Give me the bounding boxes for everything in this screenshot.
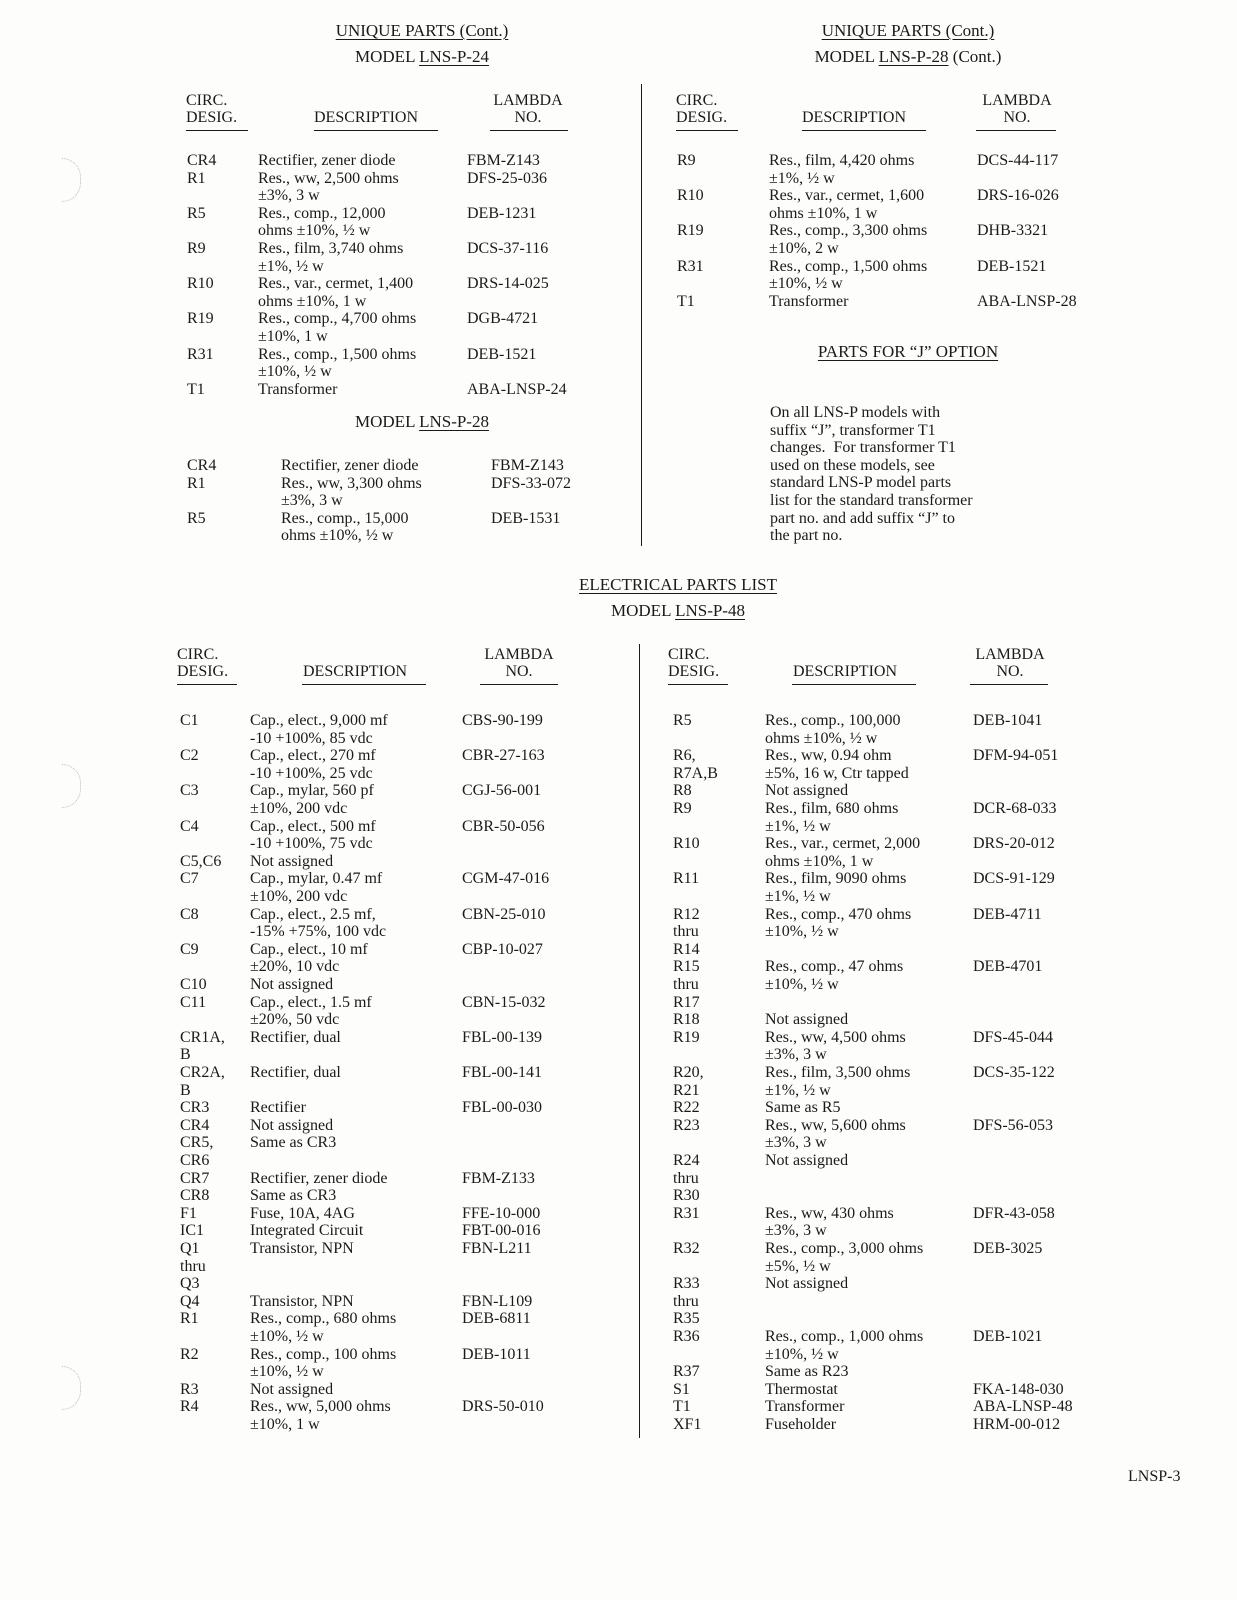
lambda-number: DFS-33-072 bbox=[491, 474, 572, 492]
circ-desig: XF1 bbox=[673, 1416, 702, 1433]
header-circ: CIRC. bbox=[186, 92, 228, 109]
lambda-number: DRS-20-012 bbox=[973, 835, 1055, 853]
lambda-number: DGB-4721 bbox=[467, 310, 539, 328]
part-description: Not assigned bbox=[765, 782, 849, 800]
top-left-parts-table bbox=[187, 152, 607, 402]
header-desig: DESIG. bbox=[177, 663, 229, 680]
header-lambda: LAMBDA bbox=[975, 646, 1045, 663]
circ-desig: R15 thru R17 bbox=[673, 958, 700, 1011]
part-description: Res., ww, 430 ohms ±3%, 3 w bbox=[765, 1204, 894, 1240]
part-description: Not assigned bbox=[765, 1152, 849, 1169]
lambda-number: CBS-90-199 bbox=[462, 712, 543, 729]
part-description: Res., comp., 1,500 ohms ±10%, ½ w bbox=[258, 345, 417, 381]
circ-desig: R4 bbox=[180, 1398, 199, 1416]
binder-hole-mark bbox=[62, 1366, 81, 1410]
lambda-number: DEB-1041 bbox=[973, 712, 1043, 729]
top-left-title bbox=[222, 22, 622, 40]
circ-desig: R1 bbox=[180, 1310, 199, 1328]
header-rule bbox=[314, 130, 438, 131]
model-prefix: MODEL bbox=[355, 47, 420, 66]
model-prefix: MODEL bbox=[814, 47, 879, 66]
circ-desig: R2 bbox=[180, 1345, 199, 1363]
j-option-note: On all LNS-P models with suffix “J”, transformer T1 changes. For transformer T1 used on these models, see standard LNS-P model parts list for the standard transformer part no. and add suffix “J” to the part no. bbox=[770, 404, 973, 545]
part-description: Transistor, NPN bbox=[250, 1240, 354, 1257]
model-prefix: MODEL bbox=[611, 601, 676, 620]
model-suffix: (Cont.) bbox=[948, 47, 1002, 66]
circ-desig: R12 thru R14 bbox=[673, 905, 700, 958]
part-description: Rectifier, dual bbox=[250, 1064, 341, 1081]
circ-desig: CR7 bbox=[180, 1169, 210, 1187]
part-description: Not assigned bbox=[250, 1116, 334, 1134]
part-description: Res., film, 9090 ohms ±1%, ½ w bbox=[765, 870, 907, 905]
lambda-number: FBM-Z133 bbox=[462, 1169, 535, 1187]
lambda-number: DCS-35-122 bbox=[973, 1064, 1055, 1081]
circ-desig: R20, R21 bbox=[673, 1064, 704, 1099]
circ-desig: R9 bbox=[673, 800, 692, 817]
lambda-number: DCS-91-129 bbox=[973, 870, 1055, 888]
lambda-number: CGJ-56-001 bbox=[462, 782, 542, 800]
circ-desig: C2 bbox=[180, 747, 199, 765]
j-option-title bbox=[708, 343, 1108, 361]
circ-desig: R23 bbox=[673, 1116, 700, 1134]
circ-desig: R32 bbox=[673, 1240, 700, 1257]
model-name: LNS-P-48 bbox=[675, 601, 745, 620]
lambda-number: DRS-50-010 bbox=[462, 1398, 544, 1416]
circ-desig: C11 bbox=[180, 993, 207, 1011]
circ-desig: R31 bbox=[673, 1204, 700, 1222]
part-description: Res., ww, 5,000 ohms ±10%, 1 w bbox=[250, 1398, 391, 1433]
part-description: Fuse, 10A, 4AG bbox=[250, 1204, 355, 1222]
header-no: NO. bbox=[505, 663, 533, 680]
part-description: Not assigned bbox=[765, 1011, 849, 1029]
top-left-title-text: UNIQUE PARTS (Cont.) bbox=[335, 21, 509, 40]
lambda-number: DFM-94-051 bbox=[973, 747, 1059, 765]
header-desig: DESIG. bbox=[676, 109, 728, 126]
circ-desig: R33 thru R35 bbox=[673, 1275, 700, 1328]
lambda-number: DEB-4711 bbox=[973, 905, 1042, 923]
part-description: Cap., elect., 10 mf ±20%, 10 vdc bbox=[250, 940, 368, 976]
part-description: Cap., elect., 500 mf -10 +100%, 75 vdc bbox=[250, 817, 376, 853]
part-description: Transformer bbox=[769, 292, 849, 310]
part-description: Same as R23 bbox=[765, 1363, 849, 1381]
circ-desig: CR8 bbox=[180, 1187, 210, 1205]
part-description: Not assigned bbox=[250, 1380, 334, 1398]
part-description: Cap., mylar, 0.47 mf ±10%, 200 vdc bbox=[250, 870, 383, 905]
part-description: Res., film, 3,500 ohms ±1%, ½ w bbox=[765, 1064, 911, 1099]
model-prefix: MODEL bbox=[355, 412, 420, 431]
top-right-model bbox=[708, 48, 1108, 66]
model-name: LNS-P-28 bbox=[878, 47, 949, 66]
part-description: Rectifier, dual bbox=[250, 1028, 341, 1046]
top-right-parts-table bbox=[677, 152, 1117, 322]
circ-desig: CR3 bbox=[180, 1099, 210, 1117]
part-description: Rectifier bbox=[250, 1099, 306, 1117]
header-description: DESCRIPTION bbox=[314, 109, 419, 126]
part-description: Not assigned bbox=[765, 1275, 849, 1293]
circ-desig: R19 bbox=[677, 222, 704, 240]
part-description: Rectifier, zener diode bbox=[250, 1169, 388, 1187]
circ-desig: C7 bbox=[180, 870, 199, 888]
circ-desig: R1 bbox=[187, 474, 206, 492]
model-name: LNS-P-28 bbox=[419, 412, 489, 431]
part-description: Not assigned bbox=[250, 852, 334, 870]
circ-desig: C4 bbox=[180, 817, 199, 835]
bottom-right-parts-table bbox=[673, 712, 1113, 1442]
header-no: NO. bbox=[514, 109, 542, 126]
part-description: Res., comp., 1,000 ohms ±10%, ½ w bbox=[765, 1328, 924, 1363]
circ-desig: S1 bbox=[673, 1380, 690, 1398]
column-divider bbox=[641, 84, 642, 546]
header-rule bbox=[186, 130, 248, 131]
part-description: Res., var., cermet, 2,000 ohms ±10%, 1 w bbox=[765, 835, 921, 870]
lambda-number: DFS-25-036 bbox=[467, 169, 548, 187]
header-lambda: LAMBDA bbox=[493, 92, 563, 109]
part-description: Cap., elect., 9,000 mf -10 +100%, 85 vdc bbox=[250, 712, 388, 747]
header-rule bbox=[490, 130, 568, 131]
header-desig: DESIG. bbox=[186, 109, 238, 126]
lambda-number: DCR-68-033 bbox=[973, 800, 1057, 817]
part-description: Same as CR3 bbox=[250, 1187, 337, 1205]
lambda-number: ABA-LNSP-24 bbox=[467, 380, 567, 398]
part-description: Res., ww, 4,500 ohms ±3%, 3 w bbox=[765, 1028, 906, 1064]
circ-desig: R10 bbox=[187, 275, 214, 293]
part-description: Res., var., cermet, 1,600 ohms ±10%, 1 w bbox=[769, 187, 925, 222]
circ-desig: Q1 thru Q3 bbox=[180, 1240, 206, 1293]
j-option-title-text: PARTS FOR “J” OPTION bbox=[817, 342, 999, 361]
part-description: Res., comp., 100,000 ohms ±10%, ½ w bbox=[765, 712, 901, 747]
part-description: Cap., mylar, 560 pf ±10%, 200 vdc bbox=[250, 782, 374, 817]
top-left-column-headers bbox=[186, 92, 586, 132]
circ-desig: R10 bbox=[673, 835, 700, 853]
electrical-parts-title bbox=[478, 576, 878, 594]
bottom-model bbox=[478, 602, 878, 620]
circ-desig: R5 bbox=[187, 509, 206, 527]
circ-desig: R31 bbox=[187, 345, 214, 363]
part-description: Cap., elect., 270 mf -10 +100%, 25 vdc bbox=[250, 747, 376, 782]
circ-desig: R19 bbox=[187, 310, 214, 328]
bottom-left-column-headers bbox=[177, 646, 597, 686]
lambda-number: FBL-00-139 bbox=[462, 1028, 542, 1046]
circ-desig: CR5, CR6 bbox=[180, 1134, 214, 1169]
circ-desig: R1 bbox=[187, 169, 206, 187]
lambda-number: ABA-LNSP-48 bbox=[973, 1398, 1073, 1416]
circ-desig: C8 bbox=[180, 905, 199, 923]
header-circ: CIRC. bbox=[177, 646, 219, 663]
header-no: NO. bbox=[996, 663, 1024, 680]
circ-desig: R9 bbox=[677, 152, 696, 169]
header-rule bbox=[177, 684, 237, 685]
part-description: Res., film, 3,740 ohms ±1%, ½ w bbox=[258, 240, 404, 275]
model-name: LNS-P-24 bbox=[419, 47, 489, 66]
lambda-number: CBN-25-010 bbox=[462, 905, 546, 923]
part-description: Res., comp., 4,700 ohms ±10%, 1 w bbox=[258, 310, 417, 345]
circ-desig: R6, R7A,B bbox=[673, 747, 718, 782]
circ-desig: C9 bbox=[180, 940, 199, 958]
circ-desig: CR4 bbox=[180, 1116, 210, 1134]
circ-desig: R5 bbox=[187, 204, 206, 222]
lambda-number: DEB-1021 bbox=[973, 1328, 1043, 1345]
lambda-number: FBM-Z143 bbox=[491, 457, 564, 474]
header-rule bbox=[302, 684, 426, 685]
lambda-number: HRM-00-012 bbox=[973, 1416, 1061, 1433]
lambda-number: FBL-00-141 bbox=[462, 1064, 542, 1081]
circ-desig: R3 bbox=[180, 1380, 199, 1398]
page-number: LNSP-3 bbox=[1128, 1468, 1181, 1485]
lambda-number: CBN-15-032 bbox=[462, 993, 546, 1011]
lambda-number: DEB-6811 bbox=[462, 1310, 531, 1328]
lambda-number: CGM-47-016 bbox=[462, 870, 550, 888]
part-description: Res., film, 680 ohms ±1%, ½ w bbox=[765, 800, 899, 835]
header-rule bbox=[802, 130, 926, 131]
lambda-number: FBN-L211 bbox=[462, 1240, 532, 1257]
part-description: Res., film, 4,420 ohms ±1%, ½ w bbox=[769, 152, 915, 187]
circ-desig: R9 bbox=[187, 240, 206, 257]
header-description: DESCRIPTION bbox=[303, 663, 408, 680]
lambda-number: FBL-00-030 bbox=[462, 1099, 542, 1117]
header-rule bbox=[970, 684, 1048, 685]
lambda-number: DEB-1231 bbox=[467, 204, 537, 222]
part-description: Same as CR3 bbox=[250, 1134, 337, 1152]
header-description: DESCRIPTION bbox=[793, 663, 898, 680]
part-description: Res., ww, 5,600 ohms ±3%, 3 w bbox=[765, 1116, 906, 1152]
part-description: Res., comp., 680 ohms ±10%, ½ w bbox=[250, 1310, 397, 1345]
lambda-number: CBP-10-027 bbox=[462, 940, 543, 958]
part-description: Res., comp., 3,300 ohms ±10%, 2 w bbox=[769, 222, 928, 257]
header-lambda: LAMBDA bbox=[484, 646, 554, 663]
column-divider bbox=[639, 644, 640, 1438]
part-description: Fuseholder bbox=[765, 1416, 837, 1433]
header-rule bbox=[676, 130, 738, 131]
circ-desig: R31 bbox=[677, 257, 704, 275]
part-description: Res., ww, 3,300 ohms ±3%, 3 w bbox=[281, 474, 422, 510]
circ-desig: C10 bbox=[180, 976, 207, 993]
part-description: Res., comp., 12,000 ohms ±10%, ½ w bbox=[258, 204, 386, 240]
lambda-number: DCS-44-117 bbox=[977, 152, 1059, 169]
lambda-number: DEB-1531 bbox=[491, 509, 561, 527]
lambda-number: FBM-Z143 bbox=[467, 152, 540, 169]
circ-desig: F1 bbox=[180, 1204, 197, 1222]
circ-desig: R24 thru R30 bbox=[673, 1152, 700, 1205]
lambda-number: DEB-3025 bbox=[973, 1240, 1043, 1257]
part-description: Thermostat bbox=[765, 1380, 838, 1398]
circ-desig: R18 bbox=[673, 1011, 700, 1029]
top-left-parts-table-2 bbox=[187, 457, 607, 547]
part-description: Cap., elect., 2.5 mf, -15% +75%, 100 vdc bbox=[250, 905, 387, 941]
circ-desig: CR4 bbox=[187, 152, 217, 169]
part-description: Transformer bbox=[765, 1398, 845, 1416]
lambda-number: DFR-43-058 bbox=[973, 1204, 1055, 1222]
lambda-number: CBR-27-163 bbox=[462, 747, 545, 765]
header-circ: CIRC. bbox=[676, 92, 718, 109]
header-no: NO. bbox=[1003, 109, 1031, 126]
circ-desig: R19 bbox=[673, 1028, 700, 1046]
part-description: Transformer bbox=[258, 380, 338, 398]
header-rule bbox=[792, 684, 916, 685]
lambda-number: FKA-148-030 bbox=[973, 1380, 1064, 1398]
lambda-number: ABA-LNSP-28 bbox=[977, 292, 1077, 310]
lambda-number: FBT-00-016 bbox=[462, 1222, 541, 1240]
part-description: Same as R5 bbox=[765, 1099, 841, 1117]
circ-desig: CR2A, B bbox=[180, 1064, 225, 1099]
top-left-model bbox=[222, 48, 622, 66]
circ-desig: T1 bbox=[677, 292, 695, 310]
lambda-number: DFS-45-044 bbox=[973, 1028, 1054, 1046]
header-lambda: LAMBDA bbox=[982, 92, 1052, 109]
circ-desig: CR1A, B bbox=[180, 1028, 225, 1064]
part-description: Res., comp., 47 ohms ±10%, ½ w bbox=[765, 958, 904, 993]
circ-desig: Q4 bbox=[180, 1292, 200, 1310]
lambda-number: CBR-50-056 bbox=[462, 817, 545, 835]
header-desig: DESIG. bbox=[668, 663, 720, 680]
part-description: Not assigned bbox=[250, 976, 334, 993]
part-description: Integrated Circuit bbox=[250, 1222, 364, 1240]
part-description: Rectifier, zener diode bbox=[258, 152, 396, 169]
header-rule bbox=[668, 684, 728, 685]
circ-desig: C5,C6 bbox=[180, 852, 222, 870]
header-description: DESCRIPTION bbox=[802, 109, 907, 126]
lambda-number: DFS-56-053 bbox=[973, 1116, 1054, 1134]
circ-desig: R11 bbox=[673, 870, 700, 888]
binder-hole-mark bbox=[62, 764, 81, 808]
part-description: Res., comp., 1,500 ohms ±10%, ½ w bbox=[769, 257, 928, 293]
part-description: Res., comp., 470 ohms ±10%, ½ w bbox=[765, 905, 912, 941]
lambda-number: DHB-3321 bbox=[977, 222, 1049, 240]
top-right-title bbox=[708, 22, 1108, 40]
part-description: Res., comp., 100 ohms ±10%, ½ w bbox=[250, 1345, 397, 1381]
circ-desig: R36 bbox=[673, 1328, 700, 1345]
circ-desig: C3 bbox=[180, 782, 199, 800]
circ-desig: CR4 bbox=[187, 457, 217, 474]
bottom-left-parts-table bbox=[180, 712, 620, 1442]
part-description: Transistor, NPN bbox=[250, 1292, 354, 1310]
lambda-number: DEB-1521 bbox=[977, 257, 1047, 275]
header-rule bbox=[976, 130, 1056, 131]
header-rule bbox=[480, 684, 558, 685]
lambda-number: DRS-16-026 bbox=[977, 187, 1059, 205]
part-description: Rectifier, zener diode bbox=[281, 457, 419, 474]
circ-desig: T1 bbox=[673, 1398, 691, 1416]
part-description: Res., comp., 3,000 ohms ±5%, ½ w bbox=[765, 1240, 924, 1275]
header-circ: CIRC. bbox=[668, 646, 710, 663]
part-description: Res., ww, 2,500 ohms ±3%, 3 w bbox=[258, 169, 399, 205]
lambda-number: DRS-14-025 bbox=[467, 275, 549, 293]
circ-desig: T1 bbox=[187, 380, 205, 398]
top-left-model-2 bbox=[222, 413, 622, 431]
top-right-title-text: UNIQUE PARTS (Cont.) bbox=[821, 21, 995, 40]
part-description: Cap., elect., 1.5 mf ±20%, 50 vdc bbox=[250, 993, 372, 1029]
circ-desig: C1 bbox=[180, 712, 199, 729]
bottom-right-column-headers bbox=[668, 646, 1088, 686]
lambda-number: DCS-37-116 bbox=[467, 240, 549, 257]
top-right-column-headers bbox=[676, 92, 1096, 132]
circ-desig: R37 bbox=[673, 1363, 700, 1381]
circ-desig: R10 bbox=[677, 187, 704, 205]
lambda-number: FBN-L109 bbox=[462, 1292, 533, 1310]
part-description: Res., comp., 15,000 ohms ±10%, ½ w bbox=[281, 509, 409, 545]
binder-hole-mark bbox=[62, 158, 81, 202]
lambda-number: DEB-1521 bbox=[467, 345, 537, 363]
part-description: Res., var., cermet, 1,400 ohms ±10%, 1 w bbox=[258, 275, 414, 310]
circ-desig: R5 bbox=[673, 712, 692, 729]
lambda-number: FFE-10-000 bbox=[462, 1204, 541, 1222]
circ-desig: IC1 bbox=[180, 1222, 204, 1240]
lambda-number: DEB-1011 bbox=[462, 1345, 531, 1363]
lambda-number: DEB-4701 bbox=[973, 958, 1043, 976]
part-description: Res., ww, 0.94 ohm ±5%, 16 w, Ctr tapped bbox=[765, 747, 909, 782]
circ-desig: R8 bbox=[673, 782, 692, 800]
circ-desig: R22 bbox=[673, 1099, 700, 1117]
electrical-parts-title-text: ELECTRICAL PARTS LIST bbox=[579, 575, 777, 594]
